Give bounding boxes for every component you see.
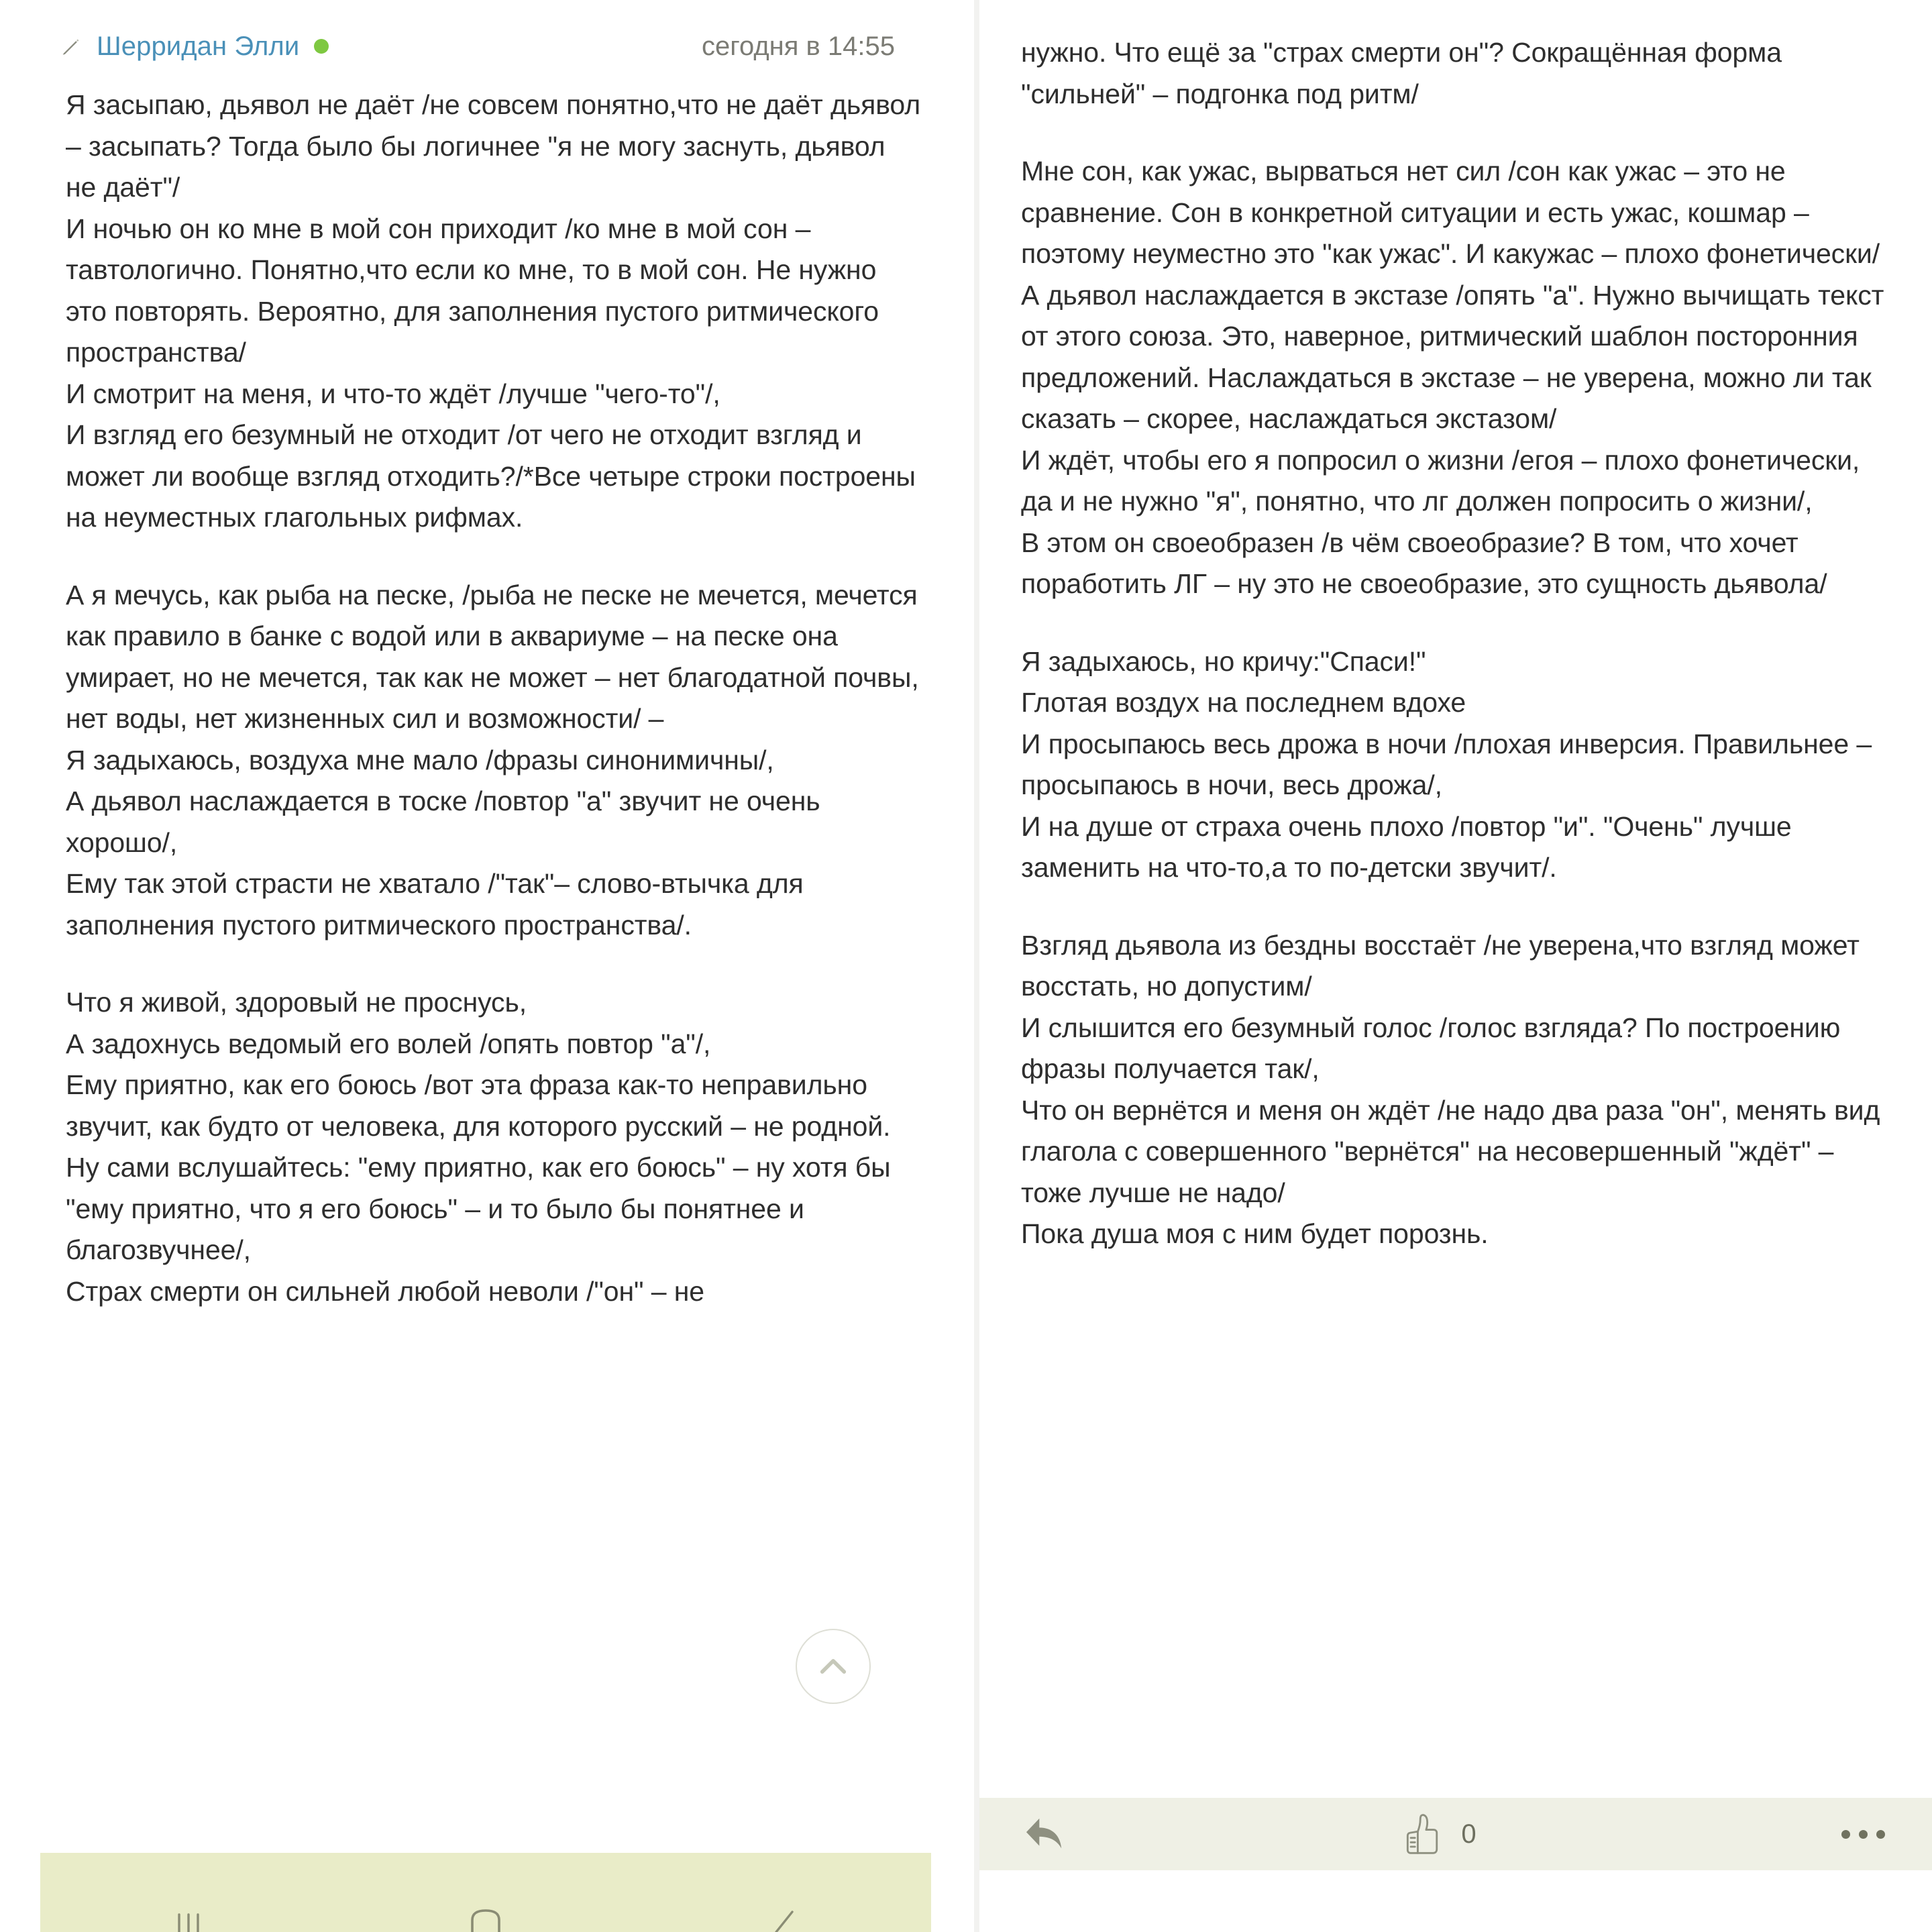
- post-line: А дьявол наслаждается в тоске /повтор "а" звучит не очень хорошо/,: [66, 786, 820, 858]
- reply-button[interactable]: [1017, 1805, 1075, 1863]
- post-line: А дьявол наслаждается в экстазе /опять "а". Нужно вычищать текст от этого союза. Это, наверное, ритмический шаблон посторонния предложений. Наслаждаться в экстазе – не уверена, можно ли так сказать – скорее, наслаждаться экстазом/: [1021, 279, 1884, 434]
- post-body-left: [0, 64, 974, 1312]
- stanza: [1021, 925, 1892, 1255]
- post-line: нужно. Что ещё за "страх смерти он"? Сокращённая форма "сильней" – подгонка под ритм/: [1021, 37, 1782, 109]
- like-count: 0: [1461, 1819, 1477, 1849]
- post-line: И ждёт, чтобы его я попросил о жизни /егоя – плохо фонетически, да и не нужно "я", понятно, что лг должен попросить о жизни/,: [1021, 444, 1860, 517]
- stanza: [66, 85, 922, 539]
- post-line: Взгляд дьявола из бездны восстаёт /не уверена,что взгляд может восстать, но допустим/: [1021, 929, 1860, 1002]
- post-line: В этом он своеобразен /в чём своеобразие? В том, что хочет поработить ЛГ – ну это не своеобразие, это сущность дьявола/: [1021, 527, 1827, 599]
- more-options-button[interactable]: [1841, 1830, 1885, 1839]
- post-author-name[interactable]: Шерридан Элли: [97, 31, 300, 61]
- post-line: Я засыпаю, дьявол не даёт /не совсем понятно,что не даёт дьявол – засыпать? Тогда было бы логичнее "я не могу заснуть, дьявол не даёт"/: [66, 89, 921, 203]
- chevron-up-icon: [814, 1648, 852, 1685]
- more-options-icon: [1876, 1830, 1885, 1839]
- post-line: И слышится его безумный голос /голос взгляда? По построению фразы получается так/,: [1021, 1012, 1841, 1084]
- post-line: Ему приятно, как его боюсь /вот эта фраза как-то неправильно звучит, как будто от человека, для которого русский – не родной. Ну сами вслушайтесь: "ему приятно, как его боюсь" – ну хотя бы "ему приятно, что я его боюсь" – и то было бы понятнее и благозвучнее/,: [66, 1069, 891, 1265]
- bottom-spacer: [979, 1870, 1932, 1932]
- reply-arrow-icon: [1022, 1813, 1069, 1855]
- stanza: [66, 982, 922, 1312]
- post-line: Страх смерти он сильней любой неволи /"он" – не: [66, 1275, 705, 1307]
- post-line: И ночью он ко мне в мой сон приходит /ко мне в мой сон – тавтологично. Понятно,что если ко мне, то в мой сон. Не нужно это повторять. Вероятно, для заполнения пустого ритмического пространства/: [66, 213, 879, 368]
- more-options-icon: [1859, 1830, 1868, 1839]
- post-line: Что я живой, здоровый не проснусь,: [66, 987, 527, 1018]
- stanza: [1021, 151, 1892, 605]
- right-pane: [979, 0, 1932, 1932]
- post-line: Глотая воздух на последнем вдохе: [1021, 687, 1466, 718]
- post-line: И взгляд его безумный не отходит /от чего не отходит взгляд и может ли вообще взгляд отходить?/*Все четыре строки построены на неуместных глагольных рифмах.: [66, 419, 916, 533]
- post-line: И смотрит на меня, и что-то ждёт /лучше "чего-то"/,: [66, 378, 720, 409]
- home-button[interactable]: [425, 1853, 546, 1932]
- back-button[interactable]: [722, 1853, 843, 1932]
- post-line: И просыпаюсь весь дрожа в ночи /плохая инверсия. Правильнее – просыпаюсь в ночи, весь дрожа/,: [1021, 728, 1872, 800]
- pane-divider: [974, 0, 979, 1932]
- pencil-icon: [59, 36, 82, 59]
- android-navigation-bar: [40, 1853, 931, 1932]
- online-status-dot: [314, 39, 329, 54]
- post-line: А я мечусь, как рыба на песке, /рыба не песке не мечется, мечется как правило в банке с водой или в аквариуме – на песке она умирает, но не мечется, так как не может – нет благодатной почвы, нет воды, нет жизненных сил и возможности/ –: [66, 579, 919, 734]
- more-options-icon: [1841, 1830, 1850, 1839]
- scroll-to-top-button[interactable]: [796, 1629, 871, 1704]
- post-line: Я задыхаюсь, воздуха мне мало /фразы синонимичны/,: [66, 744, 774, 775]
- post-line: Мне сон, как ужас, вырваться нет сил /сон как ужас – это не сравнение. Сон в конкретной ситуации и есть ужас, кошмар – поэтому неуместно это "как ужас". И какужас – плохо фонетически/: [1021, 156, 1880, 269]
- recents-button[interactable]: [128, 1853, 249, 1932]
- post-timestamp: сегодня в 14:55: [702, 31, 895, 61]
- post-line: А задохнусь ведомый его волей /опять повтор "а"/,: [66, 1028, 711, 1059]
- post-line: И на душе от страха очень плохо /повтор "и". "Очень" лучше заменить на что-то,а то по-детски звучит/.: [1021, 810, 1792, 883]
- post-line: Я задыхаюсь, но кричу:"Спаси!": [1021, 645, 1426, 677]
- post-line: Что он вернётся и меня он ждёт /не надо два раза "он", менять вид глагола с совершенного "вернётся" на несовершенный "ждёт" – тоже лучше не надо/: [1021, 1094, 1880, 1208]
- stanza: [1021, 32, 1892, 115]
- post-header: [0, 0, 974, 64]
- thumbs-up-icon: [1402, 1811, 1444, 1857]
- stanza: [1021, 641, 1892, 889]
- post-line: Ему так этой страсти не хватало /"так"– слово-втычка для заполнения пустого ритмического пространства/.: [66, 868, 804, 941]
- post-line: Пока душа моя с ним будет порознь.: [1021, 1218, 1489, 1249]
- post-body-right: [979, 0, 1932, 1255]
- like-button[interactable]: [1402, 1811, 1476, 1857]
- stanza: [66, 575, 922, 947]
- post-action-bar: [979, 1798, 1932, 1870]
